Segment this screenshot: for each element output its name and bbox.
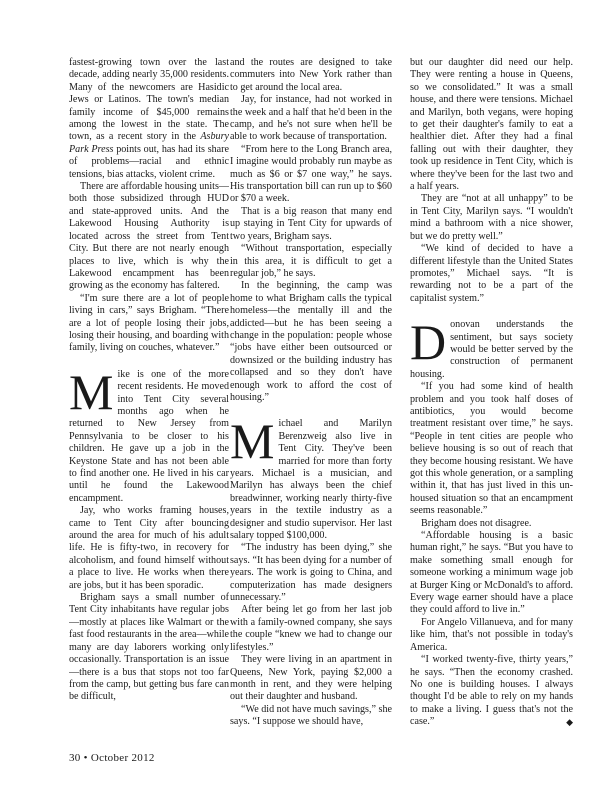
paragraph-text: onovan understands the sentiment, but says society would be better served by the construction of permanent housing. xyxy=(410,319,573,380)
paragraph-text: Brigham does not disagree. xyxy=(421,517,532,529)
body-paragraph xyxy=(230,604,392,654)
section-opening-paragraph xyxy=(410,314,573,381)
paragraph-text: “From here to the Long Branch area, I imagine would probably run maybe as much as $6 or $7 one way,” he says. His transportation bill can run up to $60 or $70 a week. xyxy=(230,143,392,205)
body-paragraph xyxy=(230,280,392,404)
paragraph-text: “We did not have much savings,” she says. “I suppose we should have, xyxy=(230,703,392,728)
section-opening-paragraph xyxy=(230,413,392,542)
paragraph-text: That is a big reason that many end up staying in Tent City for upwards of two years, Brigham says. xyxy=(230,205,392,242)
page-number: 30 xyxy=(69,752,81,764)
paragraph-text: There are affordable housing units—both those subsidized through HUD and state-approved units. And the Lakewood Housing Authority is located across the street from Tent City. But there are not nearly enough places to live, which is why the Lakewood encampment has been growing as the economy has faltered. xyxy=(69,181,229,292)
paragraph-text: but our daughter did need our help. They were renting a house in Queens, so we consolidated.” It was a small house, and there were tensions. Michael and Marilyn, both vegans, were hoping to get their daughter's family to eat a healthier diet. After they had a final falling out with their daughter, they took up residence in Tent City, which is where they've been for the last two and a half years. xyxy=(410,57,573,193)
body-paragraph xyxy=(410,381,573,517)
paragraph-text: “I worked twenty-five, thirty years,” he says. “Then the economy crashed. No one is building houses. I always thought I'd be able to rely on my hands to make a living. I guess that's not the case.” xyxy=(410,654,573,728)
body-paragraph xyxy=(69,57,229,181)
paragraph-text: After being let go from her last job with a family-owned company, she says the couple “knew we had to change our lifestyles.” xyxy=(230,604,392,653)
paragraph-text: “The industry has been dying,” she says. “It has been dying for a number of years. The work is going to China, and computerization has made designers unnecessary.” xyxy=(230,542,392,604)
body-paragraph xyxy=(410,530,573,617)
paragraph-text: Jay, for instance, had not worked in the week and a half that he'd been in the camp, and he's not sure when he'll be able to work because of transportation. xyxy=(230,94,392,143)
body-paragraph xyxy=(230,654,392,704)
body-paragraph xyxy=(230,206,392,243)
body-paragraph xyxy=(230,57,392,94)
body-paragraph xyxy=(230,704,392,729)
body-paragraph xyxy=(230,144,392,206)
body-paragraph xyxy=(69,181,229,293)
body-paragraph xyxy=(410,243,573,305)
body-paragraph xyxy=(410,518,573,530)
body-paragraph xyxy=(69,293,229,355)
paragraph-text: They were living in an apartment in Queens, New York, paying $2,000 a month in rent, and they were helping out their daughter and husband. xyxy=(230,654,392,703)
body-paragraph xyxy=(230,94,392,144)
end-of-article-mark: ◆ xyxy=(566,717,573,728)
paragraph-text: ike is one of the more recent residents. He moved into Tent City several months ago when he returned to New Jersey from Pennsylvania to be closer to his children. He gave up a job in the Keystone State and has not been able to find another one. He lived in his car until he found the Lakewood encampment. xyxy=(69,368,229,504)
paragraph-text: fastest-growing town over the last decade, adding nearly 35,000 residents. Many of the newcomers are Hasidic Jews or Latinos. The town's median family income of $45,000 remains among the lowest in the state. The town, as a recent story in the Asbury Park Press points out, has had its share of problems—racial and ethnic tensions, bias attacks, violent crime. xyxy=(69,57,229,180)
publication-title: Asbury Park Press xyxy=(69,131,229,155)
paragraph-text: They are “not at all unhappy” to be in Tent City, Marilyn says. “I wouldn't mind a bathroom with a nice shower, but we do pretty well.” xyxy=(410,193,573,242)
paragraph-text: “Without transportation, especially in this area, it is difficult to get a regular job,” he says. xyxy=(230,243,392,279)
paragraph-text: “We kind of decided to have a different lifestyle than the United States promotes,” Michael says. “It is rewarding not to be a part of the capitalist system.” xyxy=(410,243,573,304)
paragraph-text: Jay, who works framing houses, came to Tent City after bouncing around the area for much of his adult life. He is fifty-two, in recovery for alcoholism, and found himself without a place to live. He works when there are jobs, but it has been sporadic. xyxy=(69,505,229,591)
article-column-2 xyxy=(230,57,392,747)
paragraph-text: and the routes are designed to take commuters into New York rather than to get around the local area. xyxy=(230,57,392,93)
paragraph-text: For Angelo Villanueva, and for many like him, that's not possible in today's America. xyxy=(410,616,573,653)
body-paragraph xyxy=(69,592,229,704)
body-paragraph xyxy=(230,542,392,604)
page-footer xyxy=(69,752,155,764)
paragraph-text: Brigham says a small number of Tent City inhabitants have regular jobs—mostly at places like Walmart or the fast food restaurants in the area—while many are day laborers working only occasionally. Transportation is an issue—there is a bus that stops not too far from the camp, but getting bus fare can be difficult, xyxy=(69,592,229,703)
article-column-1 xyxy=(69,57,229,747)
drop-cap: D xyxy=(410,314,447,371)
body-paragraph xyxy=(410,193,573,243)
section-opening-paragraph xyxy=(69,363,229,505)
body-paragraph xyxy=(230,243,392,280)
paragraph-text: “Affordable housing is a basic human right,” he says. “But you have to make something small enough for someone working a minimum wage job at Burger King or McDonald's to afford. Every wage earner should have a place they could afford to live in.” xyxy=(410,530,573,616)
body-paragraph xyxy=(69,505,229,592)
body-paragraph xyxy=(410,57,573,193)
paragraph-text: “I'm sure there are a lot of people living in cars,” says Brigham. “There are a lot of people losing their jobs, losing their housing, and boarding with family, living on couches, whatever.” xyxy=(69,292,229,354)
article-column-3 xyxy=(410,57,573,747)
body-paragraph xyxy=(410,654,573,728)
body-paragraph xyxy=(410,617,573,654)
drop-cap: M xyxy=(230,413,275,470)
footer-separator: • xyxy=(83,752,88,764)
issue-date: October 2012 xyxy=(90,752,155,764)
paragraph-text: ichael and Marilyn Berenzweig also live in Tent City. They've been married for more than forty years. Michael is a musician, and Marilyn has always been the chief breadwinner, working nearly thirty-five years in the textile industry as a designer and studio supervisor. Her last salary topped $100,000. xyxy=(230,418,392,542)
paragraph-text: In the beginning, the camp was home to what Brigham calls the typical homeless—the mentally ill and the addicted—but he has been seeing a change in the population: people whose “jobs have either been outsourced or downsized or the building industry has collapsed and so they don't have enough work to afford the cost of housing.” xyxy=(230,280,392,403)
drop-cap: M xyxy=(69,363,114,420)
paragraph-text: “If you had some kind of health problem and you took half doses of antibiotics, you would become treatment resistant over time,” he says. “People in tent cities are people who believe housing is so out of reach that they become housing resistant. We have got this whole generation, or a sampling within it, that has just lived in this un-housed situation so that an encampment seems reasonable.” xyxy=(410,381,573,517)
